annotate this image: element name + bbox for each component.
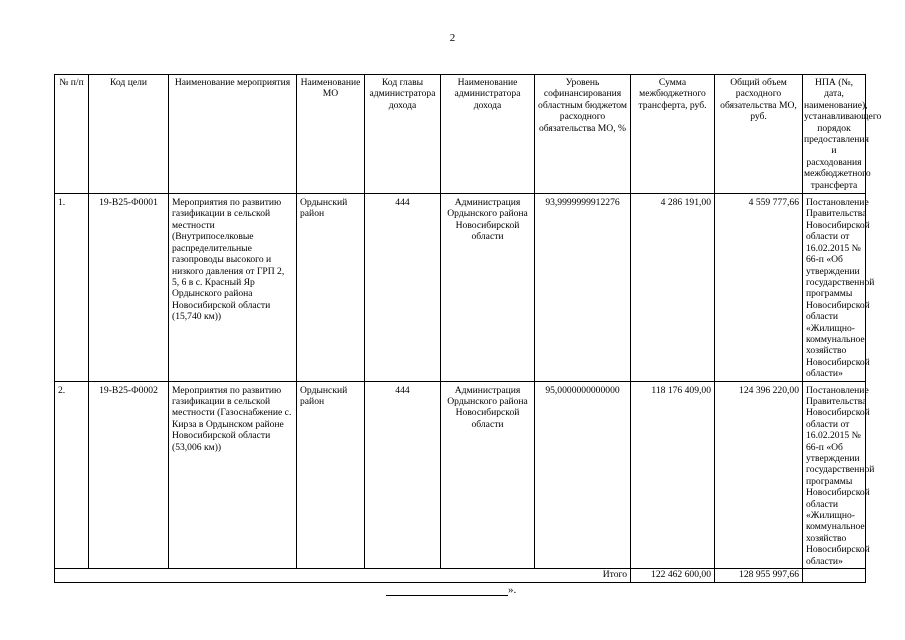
closing-line [386,584,516,596]
header-transfer: Сумма межбюджетного трансферта, руб. [631,75,715,194]
row-event: Мероприятия по развитию газификации в сельской местности (Газоснабжение с. Кирза в Ордынском районе Новосибирской области (53,006 км)) [169,381,297,569]
header-num: № п/п [55,75,89,194]
total-transfer: 122 462 600,00 [631,569,715,583]
row-admin-name: Администрация Ордынского района Новосибирской области [441,381,535,569]
table-row [55,194,866,382]
row-npa: Постановление Правительства Новосибирской области от 16.02.2015 № 66-п «Об утверждении государственной программы Новосибирской области «Жилищно-коммунальное хозяйство Новосибирской области» [803,194,866,382]
row-transfer: 118 176 409,00 [631,381,715,569]
row-mo: Ордынский район [297,194,365,382]
row-event: Мероприятия по развитию газификации в сельской местности (Внутрипоселковые распределительные газопроводы высокого и низкого давления от ГРП 2, 5, 6 в с. Красный Яр Ордынского района Новосибирской области (15,740 км)) [169,194,297,382]
page-number: 2 [449,32,456,44]
header-mo: Наименование МО [297,75,365,194]
header-event: Наименование мероприятия [169,75,297,194]
row-total: 4 559 777,66 [715,194,803,382]
header-level: Уровень софинансирования областным бюджетом расходного обязательства МО, % [535,75,631,194]
row-npa: Постановление Правительства Новосибирской области от 16.02.2015 № 66-п «Об утверждении государственной программы Новосибирской области «Жилищно-коммунальное хозяйство Новосибирской области» [803,381,866,569]
table-row [55,381,866,569]
row-transfer: 4 286 191,00 [631,194,715,382]
row-code: 19-В25-Ф0001 [89,194,169,382]
row-admin-code: 444 [365,194,441,382]
row-admin-code: 444 [365,381,441,569]
transfer-table [54,74,882,583]
row-code: 19-В25-Ф0002 [89,381,169,569]
row-mo: Ордынский район [297,381,365,569]
total-npa-empty [803,569,866,583]
header-code: Код цели [89,75,169,194]
total-label: Итого [55,569,631,583]
row-level: 93,9999999912276 [535,194,631,382]
row-level: 95,0000000000000 [535,381,631,569]
header-npa: НПА (№, дата, наименование), устанавливающего порядок предоставления и расходования межбюджетного трансферта [803,75,866,194]
table-header-row [55,75,866,194]
row-total: 124 396 220,00 [715,381,803,569]
signature-underline [386,585,508,596]
header-admin-name: Наименование администратора дохода [441,75,535,194]
header-total: Общий объем расходного обязательства МО, руб. [715,75,803,194]
row-num: 2. [55,381,89,569]
row-num: 1. [55,194,89,382]
closing-quote: ». [508,584,517,596]
total-total: 128 955 997,66 [715,569,803,583]
header-admin-code: Код главы администратора дохода [365,75,441,194]
row-admin-name: Администрация Ордынского района Новосибирской области [441,194,535,382]
total-row [55,569,866,583]
